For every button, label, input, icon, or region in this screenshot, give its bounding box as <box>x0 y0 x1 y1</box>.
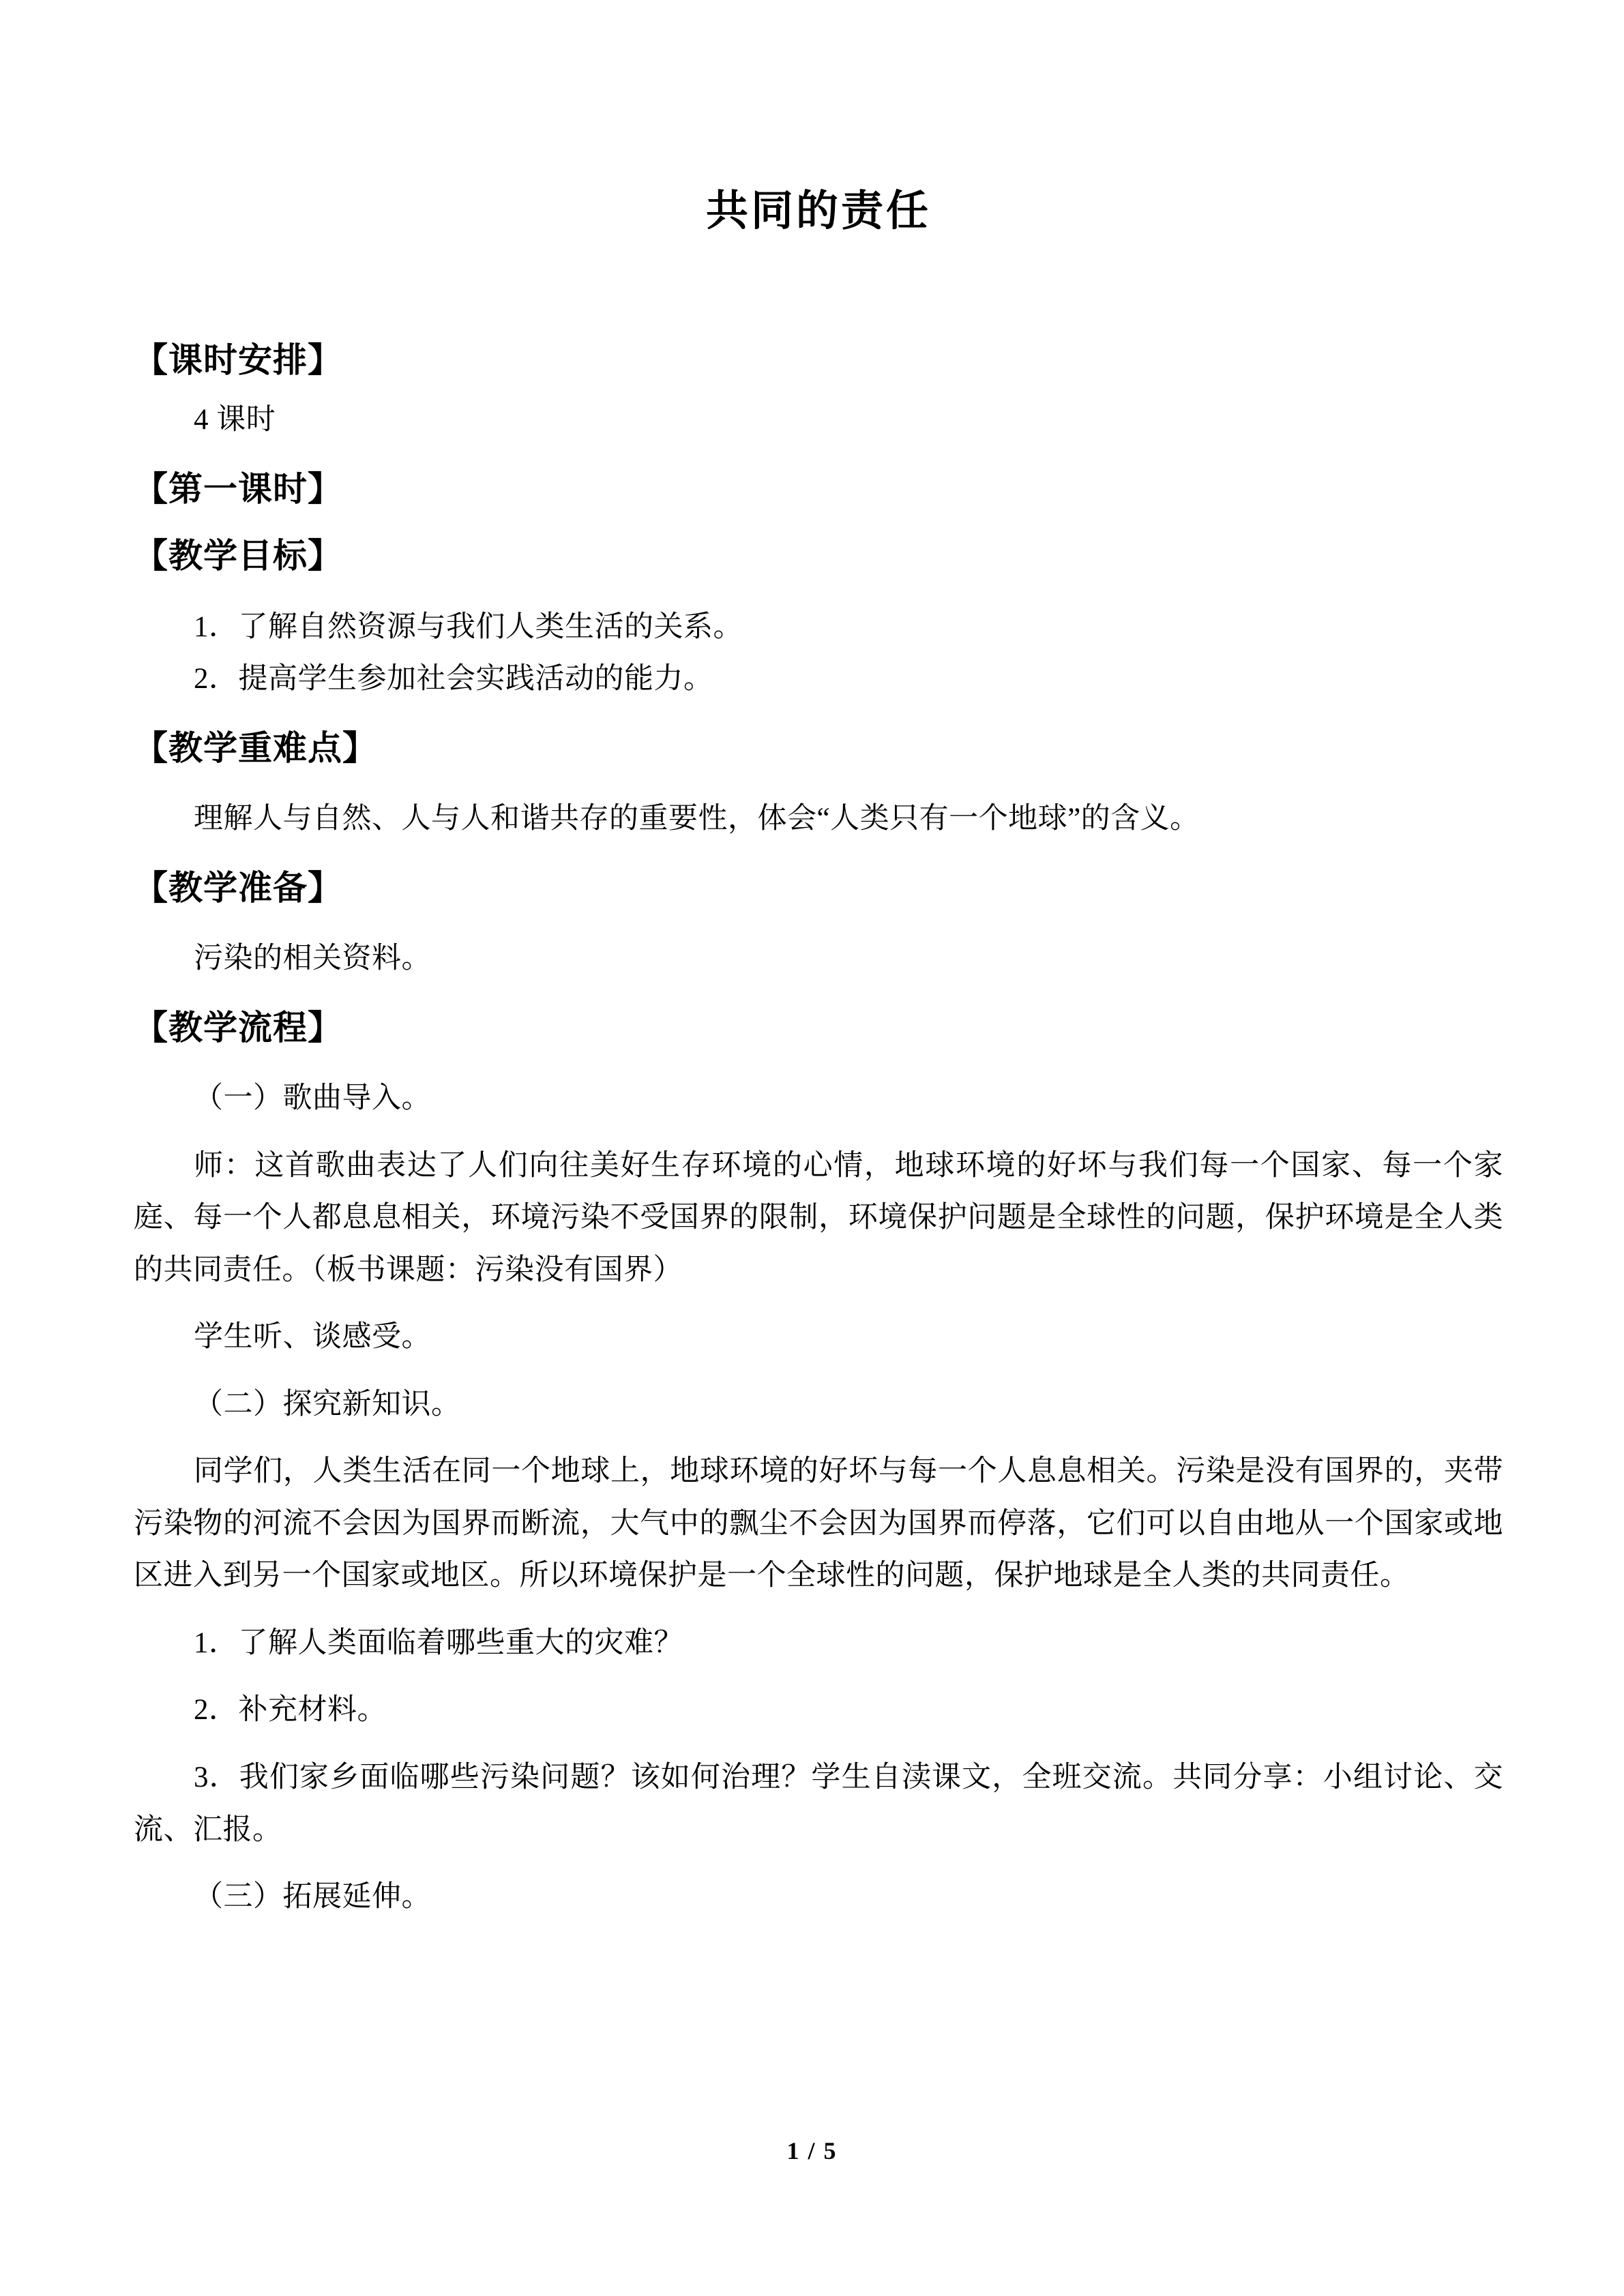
spacer <box>134 706 1503 724</box>
heading-teaching-flow: 【教学流程】 <box>134 1008 342 1047</box>
page-title: 共同的责任 <box>705 188 931 235</box>
flow-step: 2．补充材料。 <box>194 1694 387 1727</box>
spacer <box>134 513 1503 531</box>
spacer <box>134 1602 1503 1617</box>
flow-step: （二）探究新知识。 <box>194 1388 461 1420</box>
spacer <box>134 1296 1503 1311</box>
spacer <box>134 773 1503 793</box>
document-body <box>134 0 1503 1924</box>
flow-step: （三）拓展延伸。 <box>194 1881 431 1913</box>
spacer <box>134 1052 1503 1073</box>
heading-teaching-objectives: 【教学目标】 <box>134 537 342 576</box>
heading-key-difficult-points: 【教学重难点】 <box>134 728 377 767</box>
flow-step: 学生听、谈感受。 <box>194 1321 431 1354</box>
spacer <box>134 1669 1503 1684</box>
spacer <box>134 239 1503 336</box>
spacer <box>134 385 1503 394</box>
flow-step: 1．了解人类面临着哪些重大的灾难？ <box>194 1626 683 1659</box>
key-points-text: 理解人与自然、人与人和谐共存的重要性，体会“人类只有一个地球”的含义。 <box>194 803 1200 835</box>
objective-item: 2．提高学生参加社会实践活动的能力。 <box>194 663 713 696</box>
flow-paragraph: 同学们，人类生活在同一个地球上，地球环境的好坏与每一个人息息相关。污染是没有国界的，夹带污染物的河流不会因为国界而断流，大气中的飘尘不会因为国界而停落，它们可以自由地从一个国家或地区进入到另一个国家或地区。所以环境保护是一个全球性的问题，保护地球是全人类的共同责任。 <box>134 1455 1503 1592</box>
flow-paragraph: 3．我们家乡面临哪些污染问题？该如何治理？学生自渎课文，全班交流。共同分享：小组讨论、交流、汇报。 <box>134 1761 1503 1846</box>
spacer <box>134 1737 1503 1752</box>
spacer <box>134 912 1503 933</box>
flow-step: （一）歌曲导入。 <box>194 1082 431 1115</box>
heading-class-schedule: 【课时安排】 <box>134 340 342 379</box>
spacer <box>134 985 1503 1003</box>
flow-paragraph: 师：这首歌曲表达了人们向往美好生存环境的心情，地球环境的好坏与我们每一个国家、每一个家庭、每一个人都息息相关，环境污染不受国界的限制，环境保护问题是全球性的问题，保护环境是全人类的共同责任。（板书课题：污染没有国界） <box>134 1149 1503 1286</box>
class-schedule-value: 4 课时 <box>194 404 276 436</box>
spacer <box>134 1125 1503 1140</box>
objective-item: 1．了解自然资源与我们人类生活的关系。 <box>194 610 743 643</box>
preparation-text: 污染的相关资料。 <box>194 942 431 975</box>
page-number-footer: 1 / 5 <box>786 2137 838 2164</box>
heading-teaching-preparation: 【教学准备】 <box>134 868 342 907</box>
spacer <box>134 1364 1503 1379</box>
spacer <box>134 1856 1503 1871</box>
spacer <box>134 447 1503 464</box>
spacer <box>134 1431 1503 1446</box>
heading-lesson-one: 【第一课时】 <box>134 469 342 508</box>
spacer <box>134 581 1503 601</box>
spacer <box>134 846 1503 863</box>
